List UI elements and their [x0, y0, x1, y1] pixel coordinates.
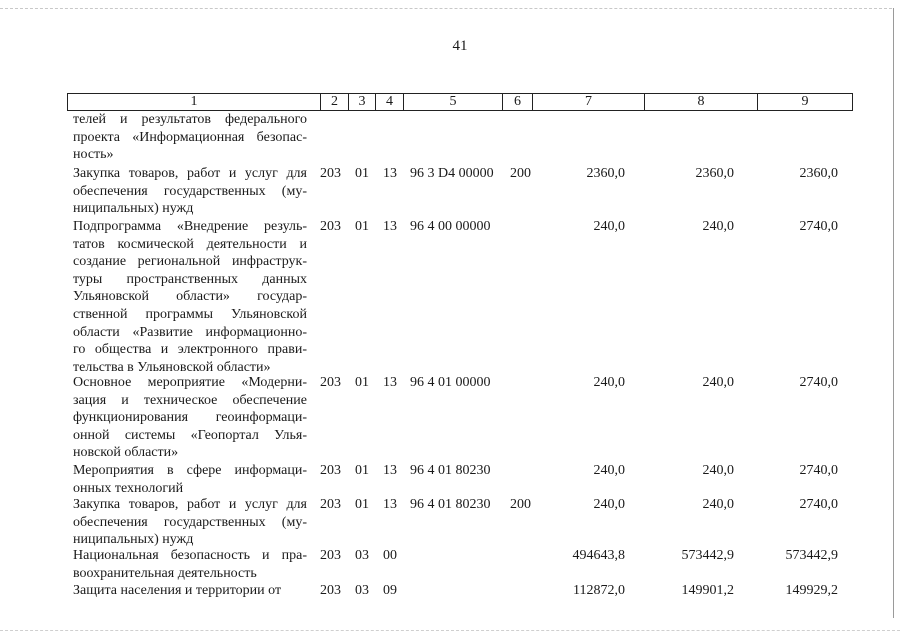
section-code: 203 — [320, 219, 341, 234]
row-description — [73, 218, 307, 376]
subsection-code: 13 — [383, 166, 397, 181]
section-code: 203 — [320, 463, 341, 478]
description-line: Закупка товаров, работ и услуг для — [73, 497, 307, 512]
amount-col-7: 240,0 — [593, 463, 625, 478]
expense-type-code: 200 — [510, 166, 531, 181]
table-header-row — [67, 93, 853, 111]
amount-col-9: 149929,2 — [785, 583, 838, 598]
subsection-code: 13 — [383, 375, 397, 390]
description-line: ниципальных) нужд — [73, 201, 194, 217]
subsection-code: 13 — [383, 463, 397, 478]
subsection-code: 09 — [383, 583, 397, 598]
target-article-code: 96 4 01 80230 — [410, 497, 491, 512]
description-line: создание региональной инфраструк- — [73, 254, 307, 270]
header-col-7: 7 — [533, 94, 645, 110]
amount-col-9: 2740,0 — [799, 497, 838, 512]
page-number: 41 — [452, 38, 468, 54]
header-col-2: 2 — [321, 94, 349, 110]
amount-col-7: 494643,8 — [572, 548, 625, 563]
chapter-code: 01 — [355, 166, 369, 181]
section-code: 203 — [320, 375, 341, 390]
amount-col-7: 2360,0 — [586, 166, 625, 181]
subsection-code: 13 — [383, 497, 397, 512]
chapter-code: 03 — [355, 548, 369, 563]
scan-right-edge — [893, 8, 894, 618]
target-article-code: 96 4 00 00000 — [410, 219, 491, 234]
row-description — [73, 547, 307, 582]
chapter-code: 01 — [355, 219, 369, 234]
section-code: 203 — [320, 497, 341, 512]
header-col-8: 8 — [645, 94, 758, 110]
target-article-code: 96 4 01 00000 — [410, 375, 491, 390]
description-line: онных технологий — [73, 480, 184, 496]
amount-col-9: 573442,9 — [785, 548, 838, 563]
description-line: функционирования геоинформаци- — [73, 410, 307, 426]
scan-bottom-border — [0, 630, 900, 631]
description-line: обеспечения государственных (му- — [73, 183, 307, 199]
description-line: туры пространственных данных — [73, 271, 307, 287]
header-col-4: 4 — [376, 94, 404, 110]
amount-col-7: 112872,0 — [573, 583, 625, 598]
expense-type-code: 200 — [510, 497, 531, 512]
description-line: Подпрограмма «Внедрение резуль- — [73, 219, 307, 234]
section-code: 203 — [320, 166, 341, 181]
description-line: проекта «Информационная безопас- — [73, 129, 307, 145]
subsection-code: 00 — [383, 548, 397, 563]
description-line: воохранительная деятельность — [73, 565, 257, 581]
description-line: тельства в Ульяновской области» — [73, 359, 271, 375]
row-description — [73, 462, 307, 497]
description-line: обеспечения государственных (му- — [73, 514, 307, 530]
amount-col-9: 2740,0 — [799, 219, 838, 234]
header-col-9: 9 — [801, 94, 809, 109]
amount-col-8: 2360,0 — [695, 166, 734, 181]
amount-col-7: 240,0 — [593, 219, 625, 234]
description-line: онной системы «Геопортал Улья- — [73, 427, 307, 443]
description-line: ность» — [73, 147, 114, 163]
section-code: 203 — [320, 583, 341, 598]
chapter-code: 01 — [355, 375, 369, 390]
description-line: телей и результатов федерального — [73, 112, 307, 127]
header-col-3: 3 — [349, 94, 376, 110]
scan-top-border — [0, 8, 892, 9]
chapter-code: 01 — [355, 497, 369, 512]
description-line: Защита населения и территории от — [73, 583, 282, 598]
header-col-5: 5 — [404, 94, 503, 110]
amount-col-7: 240,0 — [593, 497, 625, 512]
description-line: ственной программы Ульяновской — [73, 306, 307, 322]
row-description — [73, 374, 307, 462]
section-code: 203 — [320, 548, 341, 563]
amount-col-8: 240,0 — [702, 497, 734, 512]
row-description — [73, 496, 307, 549]
amount-col-8: 149901,2 — [681, 583, 734, 598]
target-article-code: 96 4 01 80230 — [410, 463, 491, 478]
description-line: Закупка товаров, работ и услуг для — [73, 166, 307, 181]
description-line: Национальная безопасность и пра- — [73, 548, 307, 563]
amount-col-9: 2740,0 — [799, 375, 838, 390]
subsection-code: 13 — [383, 219, 397, 234]
row-description — [73, 165, 307, 218]
amount-col-8: 240,0 — [702, 463, 734, 478]
description-line: го общества и электронного прави- — [73, 342, 307, 358]
description-line: новской области» — [73, 445, 179, 461]
description-line: Основное мероприятие «Модерни- — [73, 375, 307, 390]
description-line: ниципальных) нужд — [73, 532, 194, 548]
row-description — [73, 111, 307, 164]
amount-col-8: 573442,9 — [681, 548, 734, 563]
description-line: Ульяновской области» государ- — [73, 289, 307, 305]
chapter-code: 03 — [355, 583, 369, 598]
chapter-code: 01 — [355, 463, 369, 478]
target-article-code: 96 3 D4 00000 — [410, 166, 494, 181]
description-line: зация и техническое обеспечение — [73, 392, 307, 408]
amount-col-8: 240,0 — [702, 219, 734, 234]
amount-col-8: 240,0 — [702, 375, 734, 390]
description-line: области «Развитие информационно- — [73, 324, 307, 340]
row-description — [73, 582, 307, 600]
amount-col-9: 2740,0 — [799, 463, 838, 478]
header-col-6: 6 — [503, 94, 533, 110]
amount-col-7: 240,0 — [593, 375, 625, 390]
amount-col-9: 2360,0 — [799, 166, 838, 181]
header-col-1: 1 — [68, 94, 321, 110]
description-line: Мероприятия в сфере информаци- — [73, 463, 307, 478]
description-line: татов космической деятельности и — [73, 236, 307, 252]
